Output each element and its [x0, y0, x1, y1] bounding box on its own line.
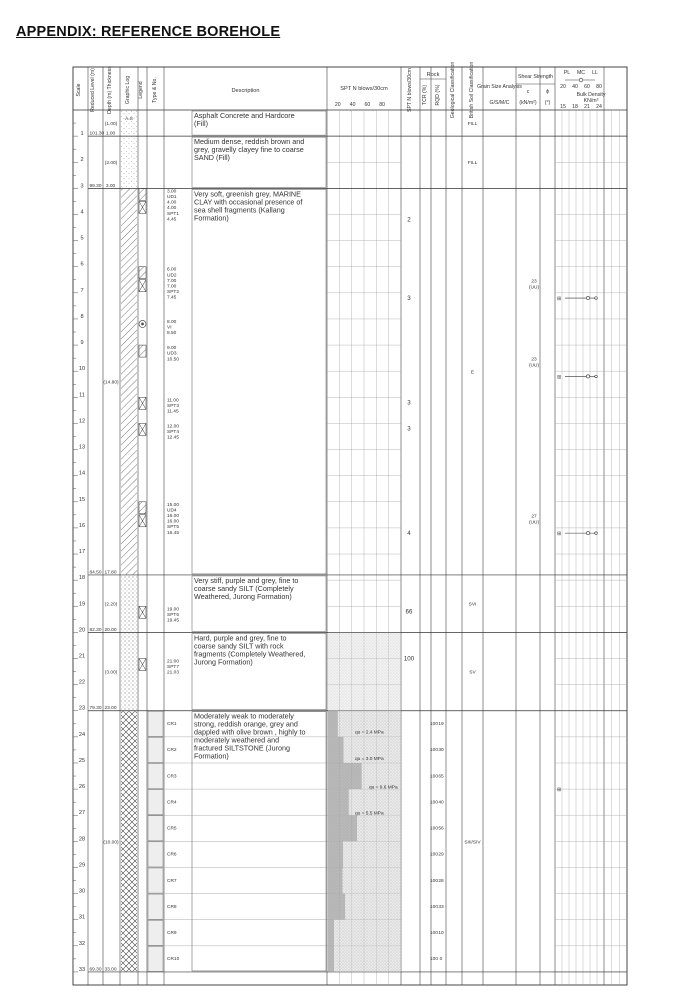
sample-label: 7.00 — [167, 284, 177, 290]
scale-label: 3 — [80, 183, 84, 190]
rqd-bar — [328, 920, 334, 946]
stratum-description: (Fill) — [194, 119, 208, 128]
tcr-value: 100 — [429, 826, 439, 832]
thickness-value: (10.00) — [103, 840, 119, 846]
rqd-value: 30 — [438, 748, 444, 754]
scale-label: 25 — [78, 757, 86, 764]
core-run-label: CR7 — [167, 878, 177, 884]
density-tick-label: 18 — [572, 104, 578, 110]
tcr-value: 100 — [429, 904, 439, 910]
rqd-value: 40 — [438, 800, 444, 806]
rqd-value: 29 — [438, 852, 444, 858]
sample-label: SPT6 — [167, 612, 179, 618]
stratum-description: fractured SILTSTONE (Jurong — [194, 743, 291, 753]
stratum-description: SAND (Fill) — [194, 153, 230, 163]
ud-sample-marker — [139, 188, 146, 200]
header-spt-n: SPT N blows/30cm — [407, 67, 413, 113]
header-british-soil: British Soil Classification — [469, 61, 475, 119]
rqd-value: 28 — [438, 878, 444, 884]
depth-value: 3.00 — [105, 183, 116, 189]
reduced-level: 84.50 — [89, 570, 102, 576]
sample-label: SPT4 — [167, 430, 179, 436]
vane-test-centre — [141, 323, 144, 326]
scale-label: 29 — [78, 862, 86, 869]
liquid-limit-marker — [595, 375, 598, 378]
atterberg-marker: ⊞ — [556, 532, 562, 538]
stratum-description: Moderately weak to moderately — [194, 711, 294, 721]
liquid-limit-marker — [595, 297, 598, 300]
spt-n-value: 3 — [407, 399, 411, 407]
tcr-value: 100 — [429, 748, 439, 754]
scale-label: 18 — [78, 575, 86, 582]
core-stipple — [328, 946, 401, 972]
scale-label: 32 — [78, 940, 86, 947]
stratum-description: grey, gravelly clayey fine to coarse — [194, 145, 304, 155]
rqd-bar — [328, 867, 343, 893]
scale-label: 22 — [78, 679, 86, 686]
header-description: Description — [231, 88, 260, 94]
scale-label: 31 — [78, 914, 86, 921]
sample-label: SPT5 — [167, 525, 179, 531]
core-run-box — [148, 842, 163, 867]
stratum-description: Very soft, greenish grey, MARINE — [194, 189, 301, 199]
header-grain-size: Grain Size Analysis — [477, 84, 522, 90]
graphic-log-fill — [121, 711, 137, 971]
reduced-level: 69.30 — [89, 967, 102, 973]
sample-label: UD3 — [167, 351, 177, 357]
spt-tick-label: 40 — [349, 102, 356, 108]
scale-label: 24 — [78, 731, 86, 738]
header-shear-c: c — [526, 89, 530, 95]
scale-label: 33 — [78, 966, 86, 973]
core-run-label: CR1 — [167, 722, 177, 728]
stratum-description: Formation) — [194, 751, 229, 761]
stratum-description: strong, reddish orange, grey and — [194, 719, 298, 729]
sample-label: 19.00 — [167, 607, 180, 613]
rqd-value: 65 — [438, 774, 444, 780]
sample-label: SPT2 — [167, 290, 179, 296]
scale-label: 12 — [78, 418, 86, 425]
geological-classification: SV — [469, 670, 476, 676]
stratum-description: Weathered, Jurong Formation) — [194, 591, 292, 601]
stratum-description: coarse sandy SILT with rock — [194, 641, 284, 651]
log-body — [79, 111, 597, 973]
sample-label: UD4 — [167, 508, 177, 514]
depth-value: 23.00 — [104, 706, 117, 712]
spt-tick-label: 80 — [379, 102, 386, 108]
scale-label: 15 — [78, 496, 86, 503]
scale-label: 14 — [78, 470, 86, 477]
header-shear: Shear Strength — [518, 74, 553, 80]
atterberg-label: LL — [592, 70, 598, 76]
stratum-description: moderately weathered and — [194, 735, 280, 745]
tcr-value: 100 — [429, 852, 439, 858]
ud-sample-marker — [139, 502, 146, 514]
graphic-log-fill — [121, 111, 137, 136]
atterberg-legend-marker — [579, 78, 583, 82]
sample-label: 16.00 — [167, 513, 180, 519]
shear-test-type: (UU) — [528, 285, 540, 291]
scale-label: 30 — [78, 888, 86, 895]
sample-label: 16.00 — [167, 519, 180, 525]
qu-label: qu = 5.5 MPa — [355, 811, 384, 817]
scale-label: 8 — [80, 313, 84, 320]
scale-label: 16 — [78, 522, 86, 529]
shear-c-value: 23 — [531, 279, 537, 285]
core-run-label: CR3 — [167, 774, 177, 780]
thickness-value: (14.80) — [103, 380, 119, 386]
scale-label: 4 — [80, 209, 84, 216]
header-geo-class: Geological Classification — [450, 61, 456, 119]
qu-label: qu = 3.0 MPa — [355, 756, 384, 762]
scale-label: 9 — [80, 340, 84, 347]
depth-value: 20.00 — [104, 627, 117, 633]
reduced-level: 99.30 — [89, 183, 102, 189]
sample-label: SPT7 — [167, 665, 179, 671]
sample-label: UD1 — [167, 194, 177, 200]
sample-label: VI — [167, 325, 172, 331]
sample-label: 7.45 — [167, 295, 177, 301]
core-run-box — [148, 737, 163, 762]
core-run-label: CR8 — [167, 904, 177, 910]
stratum-description: sea shell fragments (Kallang — [194, 205, 285, 215]
spt-n-value: 2 — [407, 216, 411, 224]
rqd-bar — [328, 815, 357, 841]
density-tick-label: 21 — [584, 104, 590, 110]
atterberg-tick-label: 60 — [584, 84, 590, 90]
rqd-bar — [328, 789, 349, 815]
header-reduced-level: Reduced Level (m) — [90, 68, 96, 112]
core-run-label: CR6 — [167, 852, 177, 858]
header-shear-phi: ϕ — [546, 89, 549, 95]
scale-label: 17 — [78, 549, 86, 556]
core-run-label: CR2 — [167, 748, 177, 754]
sample-label: SPT1 — [167, 211, 179, 217]
sample-label: 4.00 — [167, 200, 177, 206]
atterberg-tick-label: 80 — [596, 84, 602, 90]
scale-label: 6 — [80, 261, 84, 268]
reduced-level: 79.30 — [89, 706, 102, 712]
geological-classification: SVI — [468, 602, 477, 608]
thickness-value: (3.00) — [104, 670, 118, 676]
rqd-bar — [328, 763, 362, 789]
shear-test-type: (UU) — [528, 520, 540, 526]
sample-label: 11.00 — [167, 398, 179, 404]
sample-label: 8.50 — [167, 331, 177, 337]
sample-label: 21.00 — [167, 659, 180, 665]
qu-label: qu = 2.4 MPa — [355, 730, 384, 736]
reduced-level: 101.30 — [89, 131, 105, 137]
stratum-description: fragments (Completely Weathered, — [194, 649, 306, 659]
stratum-description: Hard, purple and grey, fine to — [194, 633, 287, 643]
stratum-description: Jurong Formation) — [194, 657, 253, 667]
spt-n-value: 4 — [407, 530, 411, 538]
stratum-description: CLAY with occasional presence of — [194, 197, 303, 207]
tcr-value: 100 — [429, 774, 439, 780]
thickness-value: (2.00) — [104, 161, 118, 167]
sample-label: 4.45 — [167, 217, 177, 223]
scale-label: 11 — [79, 392, 85, 399]
stratum-description: Medium dense, reddish brown and — [194, 137, 305, 147]
page-title: APPENDIX: REFERENCE BOREHOLE — [16, 24, 281, 40]
core-run-box — [148, 920, 163, 945]
moisture-content-marker — [586, 296, 589, 299]
thickness-value: (2.20) — [104, 602, 118, 608]
scale-label: 2 — [80, 157, 84, 164]
ud-sample-marker — [139, 345, 146, 357]
sample-label: 12.00 — [167, 424, 180, 430]
core-run-box — [148, 894, 163, 919]
core-run-box — [148, 816, 163, 841]
moisture-content-marker — [586, 532, 589, 535]
sample-label: SPT3 — [167, 403, 179, 409]
graphic-log-fill — [121, 137, 137, 188]
core-run-box — [148, 763, 163, 788]
header-graphic-log: Graphic Log — [125, 75, 131, 105]
sample-label: 4.00 — [167, 206, 177, 212]
sample-label: UD2 — [167, 273, 177, 279]
atterberg-label: PL — [563, 70, 571, 76]
sample-label: 16.45 — [167, 530, 180, 536]
bulk-density-marker: ⊞ — [556, 788, 562, 794]
core-stipple — [328, 920, 401, 946]
sample-label: 7.00 — [167, 278, 177, 284]
stratum-description: dappled with olive brown , highly to — [194, 727, 306, 737]
depth-value: 33.00 — [104, 967, 117, 973]
sample-label: 15.00 — [167, 502, 180, 508]
density-tick-label: 15 — [560, 104, 566, 110]
scale-label: 28 — [78, 836, 86, 843]
geological-classification: FILL — [467, 122, 478, 128]
core-run-box — [148, 868, 163, 893]
header-spt: SPT N blows/30cm — [340, 86, 388, 92]
sample-label: 3.00 — [167, 189, 177, 195]
tcr-value: 100 — [429, 957, 439, 963]
sample-label: 12.45 — [167, 435, 180, 441]
sample-label: 21.03 — [167, 670, 180, 676]
core-run-label: CR9 — [167, 931, 177, 937]
header-rock: Rock — [426, 72, 440, 78]
header-shear-c-unit: (kN/m²) — [519, 100, 537, 106]
geological-classification: SIII/SIV — [464, 840, 481, 846]
rqd-bar — [328, 737, 344, 763]
rqd-bar — [328, 894, 345, 920]
header-density-unit: KN/m³ — [583, 98, 599, 104]
shear-test-type: (UU) — [528, 363, 540, 369]
core-run-box — [148, 946, 163, 971]
core-run-label: CR10 — [167, 957, 180, 963]
spt-n-value: 3 — [407, 295, 411, 303]
rqd-bar — [328, 946, 334, 972]
scale-label: 19 — [78, 601, 86, 608]
rqd-value: 0 — [439, 957, 443, 963]
atterberg-label: MC — [576, 70, 586, 76]
density-tick-label: 24 — [596, 104, 602, 110]
scale-label: 27 — [78, 810, 86, 817]
geological-classification: FILL — [467, 161, 478, 167]
moisture-content-marker — [586, 375, 589, 378]
header-rqd: RQD (%) — [435, 84, 441, 106]
geological-classification: E — [470, 370, 475, 376]
scale-label: 5 — [80, 235, 84, 242]
sample-label: 9.00 — [167, 346, 177, 352]
spt-tick-label: 20 — [334, 102, 341, 108]
scale-label: 23 — [78, 705, 86, 712]
scale-label: 21 — [78, 653, 86, 660]
stratum-description: Asphalt Concrete and Hardcore — [194, 111, 295, 120]
spt-n-value: 100 — [403, 655, 415, 663]
tcr-value: 100 — [429, 931, 439, 937]
depth-value: 17.80 — [104, 570, 117, 576]
core-run-box — [148, 790, 163, 815]
thickness-value: (1.00) — [104, 122, 118, 128]
core-run-label: CR5 — [167, 826, 177, 832]
spt-stipple — [328, 632, 401, 710]
shear-c-value: 23 — [531, 357, 537, 363]
scale-label: 10 — [78, 366, 86, 373]
graphic-log-fill — [121, 633, 137, 710]
atterberg-tick-label: 20 — [560, 84, 566, 90]
atterberg-marker: ⊞ — [556, 375, 562, 381]
qu-label: qu = 9.6 MPa — [369, 785, 398, 791]
spt-tick-label: 60 — [364, 102, 371, 108]
atterberg-marker: ⊞ — [556, 297, 562, 303]
graphic-log-fill — [121, 189, 137, 575]
depth-value: 1.00 — [105, 131, 116, 137]
rqd-bar — [328, 841, 343, 867]
sample-label: 6.00 — [167, 267, 177, 273]
stratum-description: coarse sandy SILT (Completely — [194, 583, 294, 593]
scale-label: 1 — [80, 131, 84, 138]
rqd-value: 56 — [438, 826, 444, 832]
tcr-value: 100 — [429, 722, 439, 728]
scale-label: 20 — [78, 627, 86, 634]
rqd-value: 33 — [438, 904, 444, 910]
rqd-bar — [328, 711, 338, 737]
atterberg-tick-label: 40 — [572, 84, 578, 90]
header-grain-sub: G/S/M/C — [489, 100, 510, 106]
core-run-label: CR4 — [167, 800, 177, 806]
description-box — [192, 189, 326, 574]
scale-label: 7 — [80, 287, 84, 294]
sample-label: 11.45 — [167, 409, 179, 415]
shear-c-value: 27 — [531, 514, 537, 520]
core-run-box — [148, 711, 163, 736]
header-bulk-density: Bulk Density — [576, 92, 606, 98]
sample-label: 8.00 — [167, 319, 177, 325]
stratum-description: Very stiff, purple and grey, fine to — [194, 575, 299, 585]
spt-n-value: 3 — [407, 425, 411, 433]
sample-label: 19.45 — [167, 618, 180, 624]
graphic-label: A.S — [125, 117, 133, 122]
stratum-description: Formation) — [194, 213, 229, 223]
graphic-log-fill — [121, 575, 137, 631]
header-shear-phi-unit: (°) — [544, 100, 551, 106]
header-tcr: TCR (%) — [422, 84, 428, 106]
spt-n-value: 66 — [405, 608, 413, 616]
reduced-level: 82.30 — [89, 627, 102, 633]
scale-label: 13 — [78, 444, 86, 451]
rqd-value: 19 — [438, 722, 444, 728]
scale-label: 26 — [78, 784, 86, 791]
sample-label: 10.50 — [167, 357, 180, 363]
header-legend: Legend — [138, 81, 144, 99]
liquid-limit-marker — [595, 532, 598, 535]
tcr-value: 100 — [429, 800, 439, 806]
ud-sample-marker — [139, 267, 146, 279]
rqd-value: 10 — [438, 931, 444, 937]
header-scale: Scale — [76, 83, 82, 97]
header-type-no: Type & No. — [152, 77, 158, 103]
header-depth: Depth (m) Thickness — [107, 66, 113, 114]
tcr-value: 100 — [429, 878, 439, 884]
